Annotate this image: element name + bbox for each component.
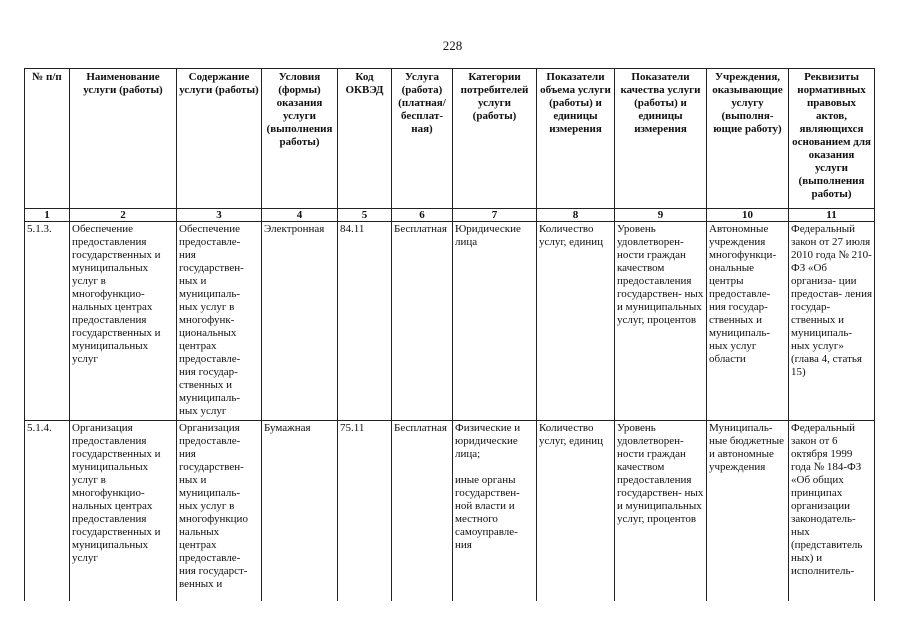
service-content: Организация предоставле- ния государствен- ных и муниципаль- ных услуг в многофункцио нальных центрах предоставле- ния государст- венных и [177, 421, 262, 602]
header-cell: Код ОКВЭД [338, 69, 392, 209]
service-content: Обеспечение предоставле- ния государствен- ных и муниципаль- ных услуг в многофунк- циональных центрах предоставле- ния государ- ственных и муниципаль- ных услуг [177, 222, 262, 421]
header-cell: Услуга (работа) (платная/ бесплат- ная) [392, 69, 453, 209]
column-number: 8 [537, 209, 615, 222]
column-number: 1 [25, 209, 70, 222]
column-number: 7 [453, 209, 537, 222]
row-number: 5.1.3. [25, 222, 70, 421]
header-cell: Условия (формы) оказания услуги (выполнения работы) [262, 69, 338, 209]
header-cell: Реквизиты нормативных правовых актов, являющихся основанием для оказания услуги (выполнения работы) [789, 69, 875, 209]
column-number: 9 [615, 209, 707, 222]
service-form: Бумажная [262, 421, 338, 602]
row-number: 5.1.4. [25, 421, 70, 602]
header-cell: Категории потребителей услуги (работы) [453, 69, 537, 209]
table-row [25, 222, 875, 421]
consumer-categories [453, 222, 537, 421]
table-row [25, 421, 875, 602]
service-form: Электронная [262, 222, 338, 421]
okved-code: 75.11 [338, 421, 392, 602]
header-cell: Показатели объема услуги (работы) и единицы измерения [537, 69, 615, 209]
quality-indicator: Уровень удовлетворен- ности граждан качеством предоставления государствен- ных и муниципальных услуг, процентов [615, 222, 707, 421]
legal-basis: Федеральный закон от 6 октября 1999 года № 184-ФЗ «Об общих принципах организации законодатель- ных (представитель ных) и исполнитель- [789, 421, 875, 602]
column-number-row [25, 209, 875, 222]
consumer-category: иные органы государствен- ной власти и местного самоуправле- ния [455, 474, 520, 551]
paid-status: Бесплатная [392, 222, 453, 421]
column-number: 3 [177, 209, 262, 222]
consumer-category: Физические и юридические лица; [455, 422, 521, 460]
page-number: 228 [442, 38, 463, 53]
column-number: 2 [70, 209, 177, 222]
header-cell: Наименование услуги (работы) [70, 69, 177, 209]
column-number: 5 [338, 209, 392, 222]
providing-institutions: Автономные учреждения многофункци- ональные центры предоставле- ния государ- ственных и муниципаль- ных услуг области [707, 222, 789, 421]
service-name: Обеспечение предоставления государственных и муниципальных услуг в многофункцио- нальных центрах предоставления государственных и муниципальных услуг [70, 222, 177, 421]
legal-basis: Федеральный закон от 27 июля 2010 года № 210-ФЗ «Об организа- ции предостав- ления государ- ственных и муниципаль- ных услуг» (глава 4, статья 15) [789, 222, 875, 421]
header-cell: № п/п [25, 69, 70, 209]
consumer-category: Юридические лица [455, 223, 521, 248]
volume-indicator: Количество услуг, единиц [537, 421, 615, 602]
service-name: Организация предоставления государственных и муниципальных услуг в многофункцио- нальных центрах предоставления государственных и муниципальных услуг [70, 421, 177, 602]
column-number: 11 [789, 209, 875, 222]
consumer-categories [453, 421, 537, 602]
services-registry-table [24, 68, 875, 601]
column-number: 6 [392, 209, 453, 222]
header-cell: Содержание услуги (работы) [177, 69, 262, 209]
column-number: 4 [262, 209, 338, 222]
header-row [25, 69, 875, 209]
column-number: 10 [707, 209, 789, 222]
quality-indicator: Уровень удовлетворен- ности граждан качеством предоставления государствен- ных и муниципальных услуг, процентов [615, 421, 707, 602]
volume-indicator: Количество услуг, единиц [537, 222, 615, 421]
header-cell: Учреждения, оказывающие услугу (выполня- ющие работу) [707, 69, 789, 209]
paid-status: Бесплатная [392, 421, 453, 602]
providing-institutions: Муниципаль- ные бюджетные и автономные учреждения [707, 421, 789, 602]
okved-code: 84.11 [338, 222, 392, 421]
header-cell: Показатели качества услуги (работы) и единицы измерения [615, 69, 707, 209]
